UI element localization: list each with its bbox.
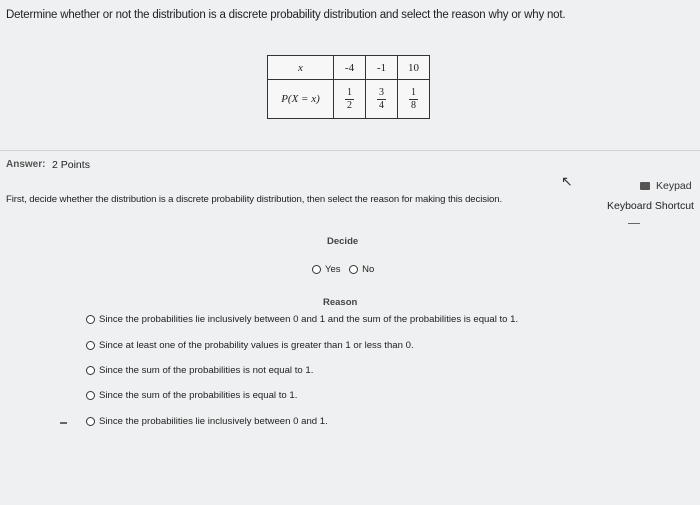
decide-options (312, 264, 380, 275)
radio-button-icon[interactable] (86, 315, 95, 324)
radio-button-icon[interactable] (312, 265, 321, 274)
p-numerator: 3 (379, 87, 384, 98)
probability-row (268, 80, 430, 119)
p-denominator: 8 (411, 100, 416, 111)
p-denominator: 4 (379, 100, 384, 111)
x-value: 10 (398, 56, 430, 80)
decide-label: Decide (327, 236, 359, 247)
p-value (398, 80, 430, 119)
x-row (268, 56, 430, 80)
x-header: x (268, 56, 334, 80)
radio-button-icon[interactable] (86, 341, 95, 350)
radio-button-icon[interactable] (86, 366, 95, 375)
p-header: P(X = x) (268, 80, 334, 119)
radio-button-icon[interactable] (86, 417, 95, 426)
p-value (334, 80, 366, 119)
reason-option[interactable]: Since the sum of the probabilities is equal to 1. (86, 390, 297, 401)
reason-option[interactable]: Since at least one of the probability values is greater than 1 or less than 0. (86, 340, 414, 351)
keyboard-shortcuts-link[interactable]: Keyboard Shortcut (607, 200, 694, 212)
divider-dash (628, 223, 640, 224)
p-numerator: 1 (411, 87, 416, 98)
p-denominator: 2 (347, 100, 352, 111)
instruction-text: First, decide whether the distribution is a discrete probability distribution, then select the reason for making this decision. (6, 194, 503, 205)
answer-label: Answer: (6, 159, 46, 170)
radio-button-icon[interactable] (86, 391, 95, 400)
mouse-cursor-icon: ↖ (561, 173, 573, 189)
reason-option[interactable]: Since the probabilities lie inclusively between 0 and 1 and the sum of the probabilities is equal to 1. (86, 314, 518, 325)
keypad-button[interactable] (640, 180, 692, 192)
p-numerator: 1 (347, 87, 352, 98)
keypad-label: Keypad (656, 180, 692, 192)
reason-option[interactable]: Since the sum of the probabilities is not equal to 1. (86, 365, 313, 376)
divider-dash (60, 422, 67, 424)
no-option[interactable]: No (349, 264, 374, 275)
radio-button-icon[interactable] (349, 265, 358, 274)
probability-table (267, 55, 430, 119)
x-value: -4 (334, 56, 366, 80)
keyboard-icon (640, 182, 650, 190)
question-prompt: Determine whether or not the distribution is a discrete probability distribution and select the reason why or why not. (6, 9, 566, 21)
reason-label: Reason (323, 297, 358, 308)
x-value: -1 (366, 56, 398, 80)
p-value (366, 80, 398, 119)
section-divider (0, 150, 700, 151)
yes-option[interactable]: Yes (312, 264, 341, 275)
points-label: 2 Points (52, 159, 90, 171)
reason-option[interactable]: Since the probabilities lie inclusively between 0 and 1. (86, 416, 328, 427)
